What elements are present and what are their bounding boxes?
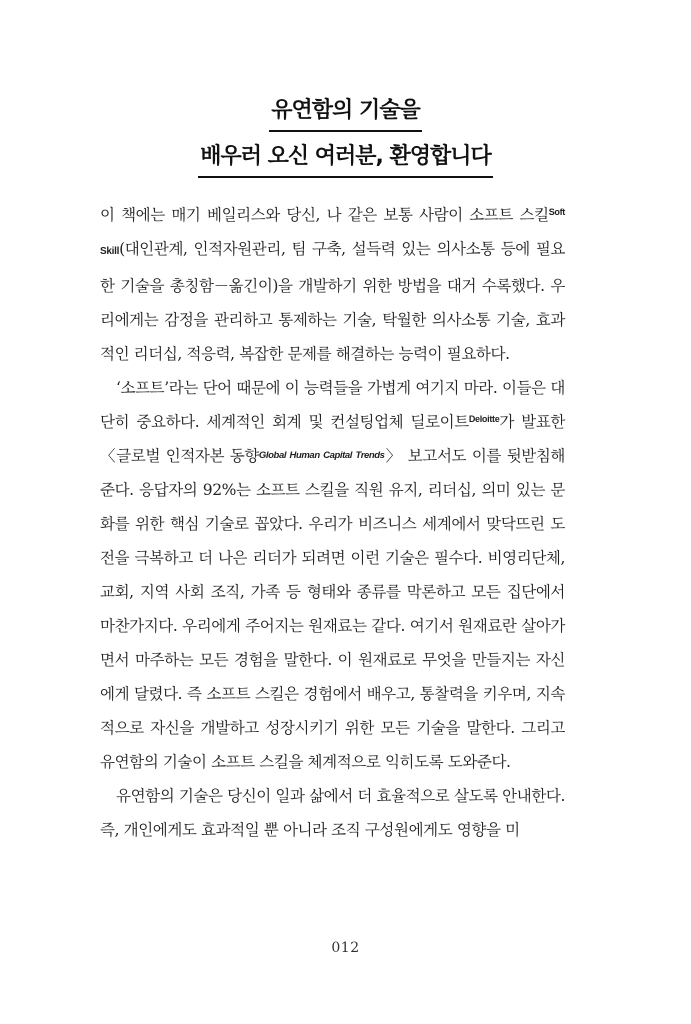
paragraph-2-text-b: 가 발표한 〈글로벌 인적자본 동향 [100,413,565,465]
paragraph-1-text-a: 이 책에는 매기 베일리스와 당신, 나 같은 보통 사람이 소프트 스킬 [100,206,549,224]
paragraph-1 [100,198,565,371]
paragraph-1-text-b: (대인관계, 인적자원관리, 팀 구축, 설득력 있는 의사소통 등에 필요한 기술을 총칭함－옮긴이)을 개발하기 위한 방법을 대거 수록했다. 우리에게는 감정을 관리하고 통제하는 기술, 탁월한 의사소통 기술, 효과적인 리더십, 적응력, 복잡한 문제를 해결하는 능력이 필요하다. [100,240,565,363]
term-deloitte: Deloitte [468,414,500,424]
chapter-title [0,96,691,178]
page-number: 012 [331,940,360,956]
title-line-2: 배우러 오신 여러분, 환영합니다 [198,142,493,178]
term-global-human-capital-trends: Global Human Capital Trends [258,450,385,461]
term-skill: Skill [100,246,120,257]
paragraph-3 [100,779,565,847]
paragraph-2-text-a: ‘소프트’라는 단어 때문에 이 능력들을 가볍게 여기지 마라. 이들은 대단히 중요하다. 세계적인 회계 및 컨설팅업체 딜로이트 [100,379,565,431]
paragraph-2-text-c: 〉 보고서도 이를 뒷받침해 준다. 응답자의 92%는 소프트 스킬을 직원 유지, 리더십, 의미 있는 문화를 위한 핵심 기술로 꼽았다. 우리가 비즈니스 세계에서 맞닥뜨린 도전을 극복하고 더 나은 리더가 되려면 이런 기술은 필수다. 비영리단체, 교회, 지역 사회 조직, 가족 등 형태와 종류를 막론하고 모든 집단에서 마찬가지다. 우리에게 주어지는 원재료는 같다. 여기서 원재료란 살아가면서 마주하는 모든 경험을 말한다. 이 원재료로 무엇을 만들지는 자신에게 달렸다. 즉 소프트 스킬은 경험에서 배우고, 통찰력을 키우며, 지속적으로 자신을 개발하고 성장시키기 위한 모든 기술을 말한다. 그리고 유연함의 기술이 소프트 스킬을 체계적으로 익히도록 도와준다. [100,447,565,771]
paragraph-3-text-a: 유연함의 기술은 당신이 일과 삶에서 더 효율적으로 살도록 안내한다. 즉, 개인에게도 효과적일 뿐 아니라 조직 구성원에게도 영향을 미 [100,787,565,839]
paragraph-2 [100,371,565,779]
title-line-1: 유연함의 기술을 [269,96,421,132]
body-text [100,198,565,847]
term-soft: Soft [548,207,565,217]
